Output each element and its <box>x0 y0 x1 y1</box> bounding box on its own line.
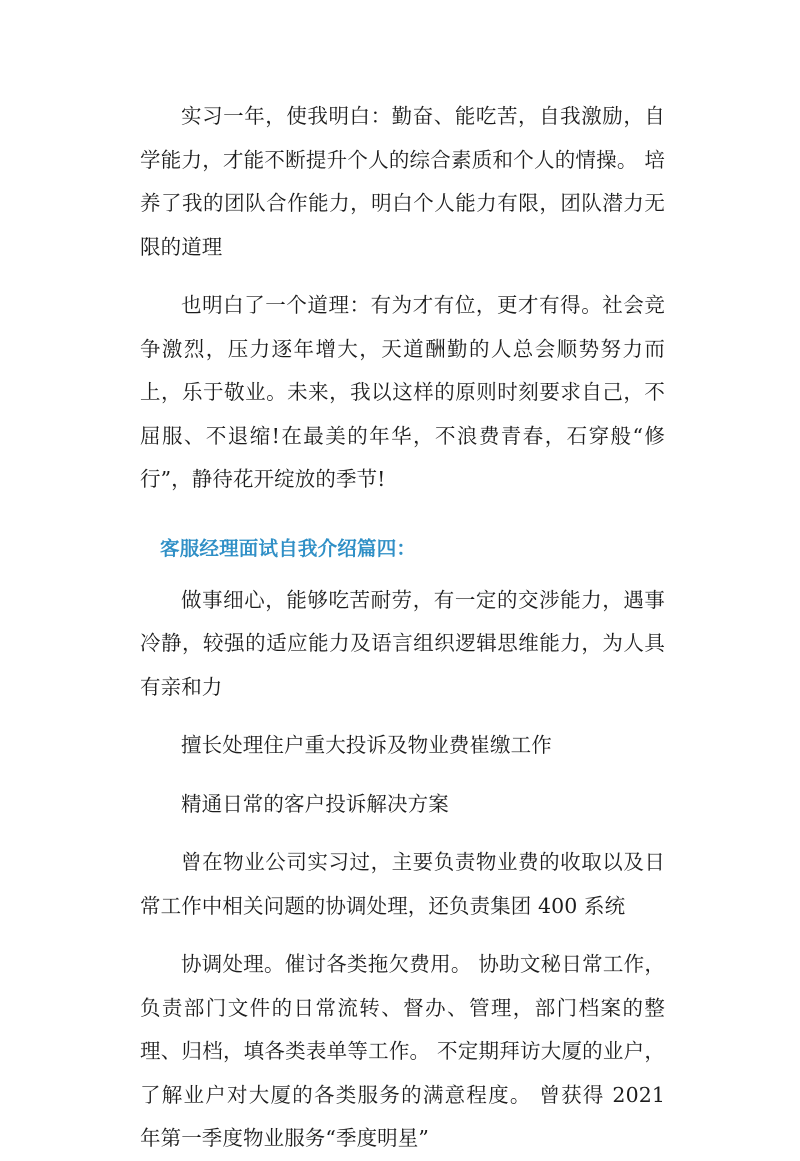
paragraph-coordination-duties: 协调处理。催讨各类拖欠费用。 协助文秘日常工作，负责部门文件的日常流转、督办、管理，部门档案的整理、归档，填各类表单等工作。 不定期拜访大厦的业户，了解业户对大厦的各类服务的满意程度。 曾获得 2021 年第一季度物业服务“季度明星” <box>140 952 665 1150</box>
paragraph-complaint-handling: 擅长处理住户重大投诉及物业费崔缴工作 <box>181 733 552 757</box>
document-body <box>140 95 665 1161</box>
paragraph-customer-solutions: 精通日常的客户投诉解决方案 <box>181 791 449 816</box>
paragraph-life-principle: 也明白了一个道理：有为才有位，更才有得。社会竞争激烈，压力逐年增大，天道酬勤的人总会顺势努力而上，乐于敬业。未来，我以这样的原则时刻要求自己，不屈服、不退缩!在最美的年华，不浪费青春，石穿般“修行”，静待花开绽放的季节! <box>140 293 665 491</box>
paragraph-personal-traits: 做事细心，能够吃苦耐劳，有一定的交涉能力，遇事冷静，较强的适应能力及语言组织逻辑思维能力，为人具有亲和力 <box>140 587 665 699</box>
section-heading-part-four: 客服经理面试自我介绍篇四： <box>160 536 417 560</box>
paragraph-property-internship: 曾在物业公司实习过，主要负责物业费的收取以及日常工作中相关问题的协调处理，还负责集团 400 系统 <box>140 850 665 918</box>
paragraph-internship-year: 实习一年，使我明白：勤奋、能吃苦，自我激励，自学能力，才能不断提升个人的综合素质和个人的情操。 培养了我的团队合作能力，明白个人能力有限，团队潜力无限的道理 <box>140 104 665 259</box>
